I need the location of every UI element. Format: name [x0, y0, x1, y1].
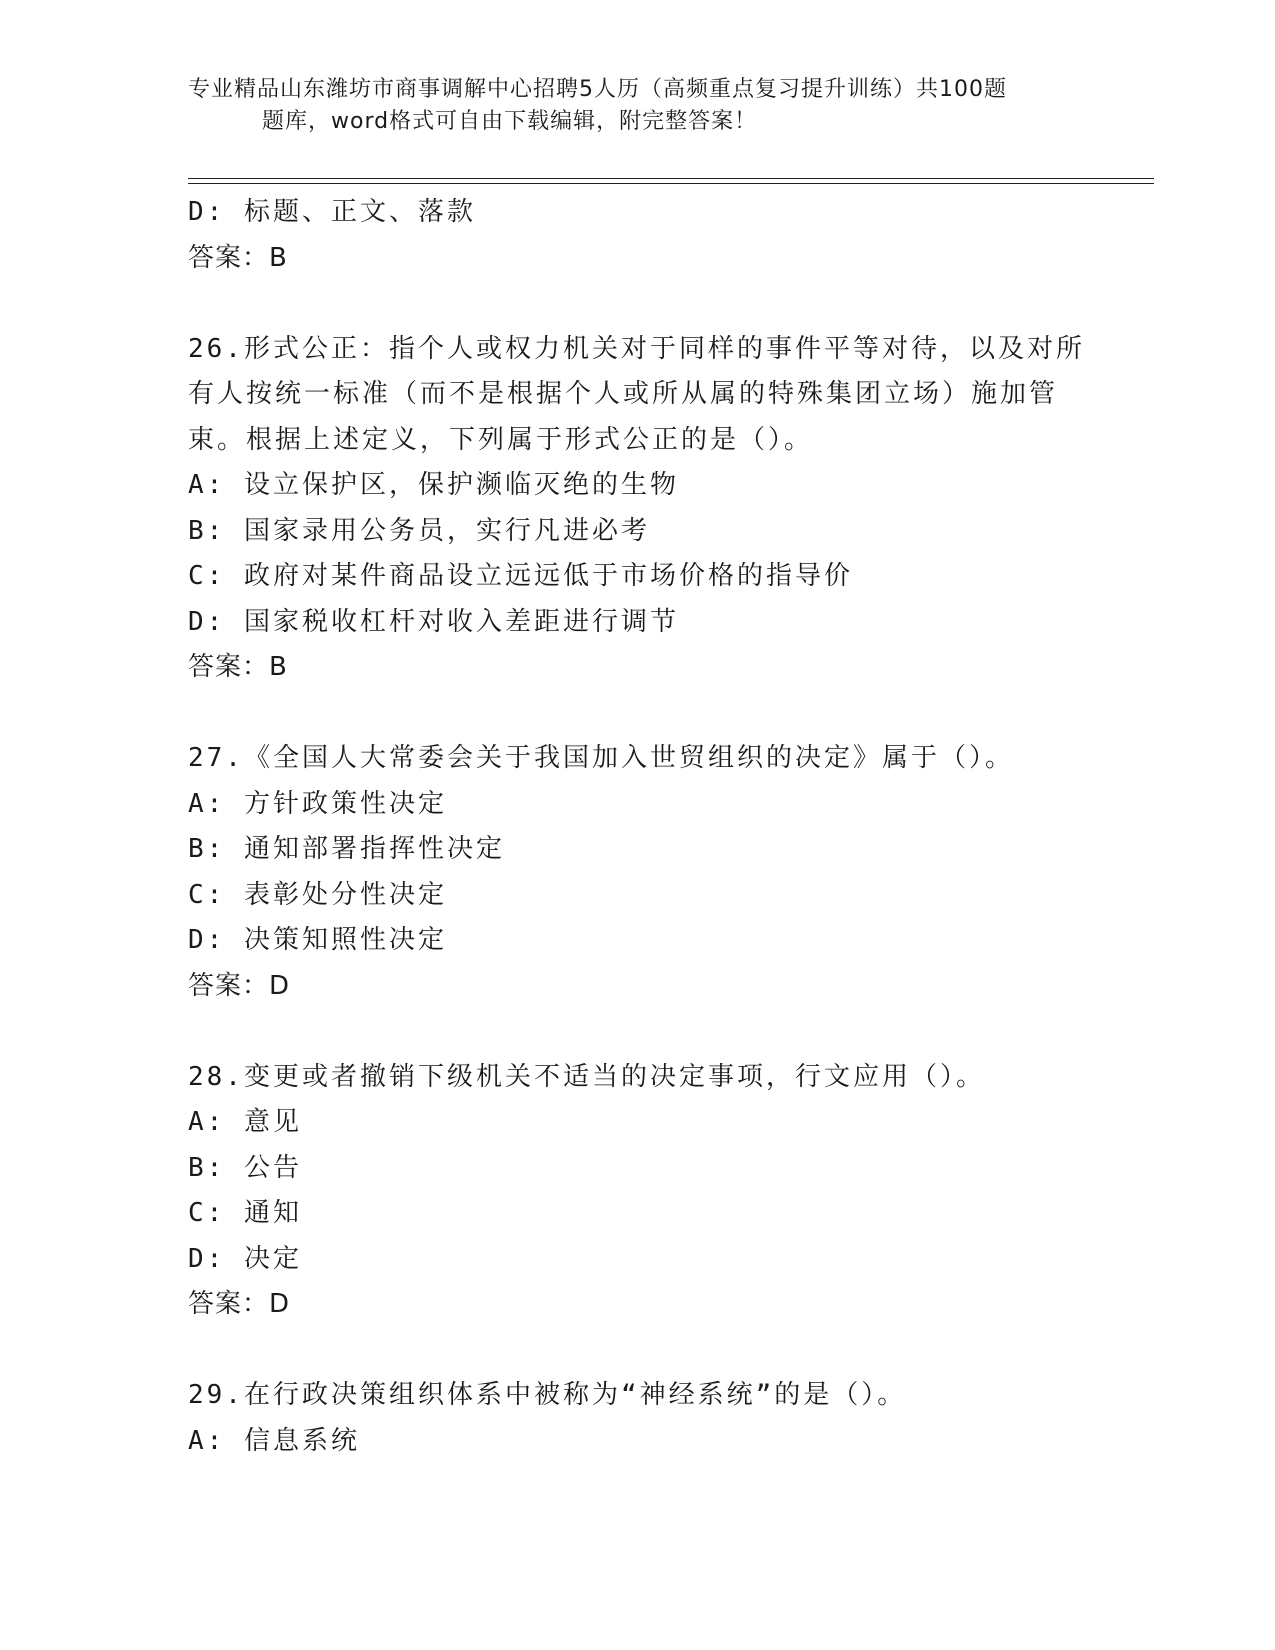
question-28	[188, 1055, 1088, 1328]
q26-option-d: D: 国家税收杠杆对收入差距进行调节	[188, 606, 679, 637]
q28-option-c: C: 通知	[188, 1198, 302, 1228]
q27-stem: 27.《全国人大常委会关于我国加入世贸组织的决定》属于（）。	[188, 743, 1014, 773]
question-content	[188, 190, 1088, 1464]
spacer	[188, 281, 1088, 327]
q26-option-b: B: 国家录用公务员，实行凡进必考	[188, 515, 650, 546]
header-title-line1: 专业精品山东潍坊市商事调解中心招聘5人历（高频重点复习提升训练）共100题	[188, 77, 1007, 102]
document-header	[188, 74, 1088, 138]
q28-answer: 答案：D	[188, 1289, 291, 1319]
spacer	[188, 691, 1088, 737]
prev-option-d: D: 标题、正文、落款	[188, 197, 476, 227]
q27-option-b: B: 通知部署指挥性决定	[188, 834, 505, 864]
q27-option-a: A: 方针政策性决定	[188, 788, 447, 819]
question-29	[188, 1373, 1088, 1464]
header-title-line2: 题库，word格式可自由下载编辑，附完整答案！	[262, 109, 758, 134]
q29-stem: 29.在行政决策组织体系中被称为“神经系统”的是（）。	[188, 1380, 907, 1410]
header-divider-bottom	[188, 183, 1154, 184]
q26-answer: 答案：B	[188, 652, 288, 682]
header-divider-top	[188, 178, 1154, 179]
question-26	[188, 327, 1088, 691]
q28-option-b: B: 公告	[188, 1152, 302, 1183]
question-27	[188, 736, 1088, 1009]
q28-option-a: A: 意见	[188, 1107, 302, 1137]
q26-stem-line3: 束。根据上述定义，下列属于形式公正的是（）。	[188, 424, 814, 455]
spacer	[188, 1328, 1088, 1374]
q29-option-a: A: 信息系统	[188, 1425, 360, 1456]
q26-option-a: A: 设立保护区，保护濒临灭绝的生物	[188, 470, 679, 500]
q27-option-c: C: 表彰处分性决定	[188, 879, 447, 910]
q27-option-d: D: 决策知照性决定	[188, 925, 447, 955]
q28-stem: 28.变更或者撤销下级机关不适当的决定事项，行文应用（）。	[188, 1061, 985, 1092]
q28-option-d: D: 决定	[188, 1243, 302, 1274]
q26-stem-line2: 有人按统一标准（而不是根据个人或所从属的特殊集团立场）施加管	[188, 379, 1059, 409]
q27-answer: 答案：D	[188, 970, 291, 1001]
q26-option-c: C: 政府对某件商品设立远远低于市场价格的指导价	[188, 561, 853, 591]
q26-stem-line1: 26.形式公正：指个人或权力机关对于同样的事件平等对待，以及对所	[188, 333, 1085, 364]
prev-answer: 答案：B	[188, 242, 288, 273]
spacer	[188, 1009, 1088, 1055]
